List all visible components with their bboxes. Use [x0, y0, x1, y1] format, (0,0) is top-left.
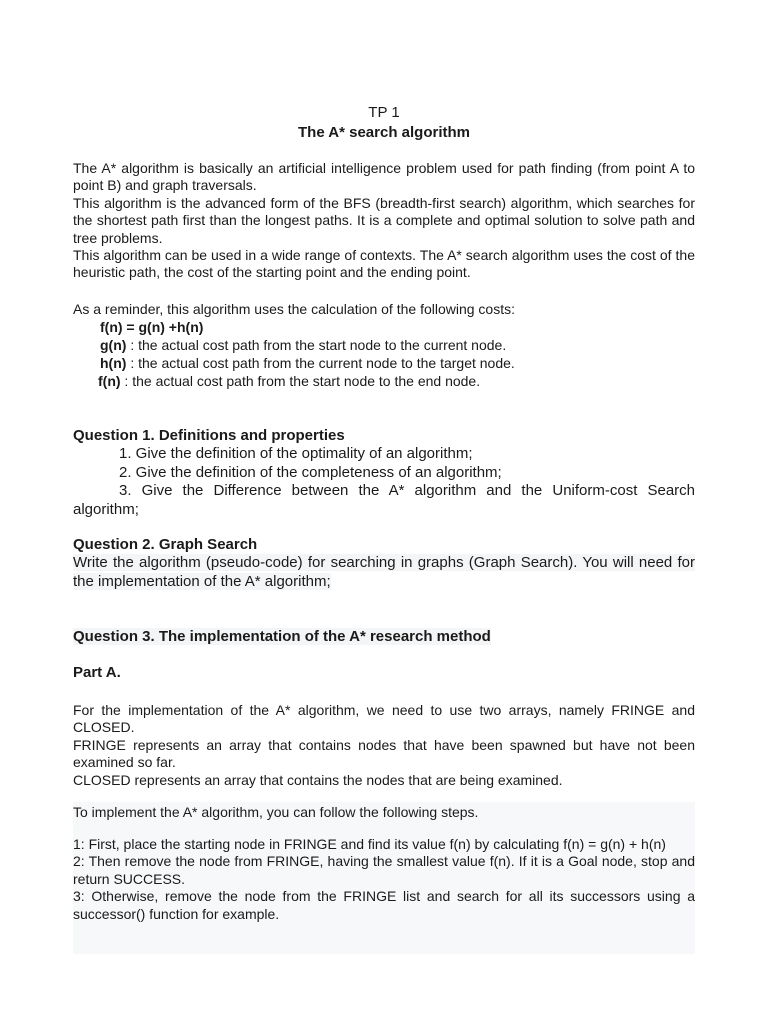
reminder-section: [73, 301, 695, 390]
intro-paragraph-1: The A* algorithm is basically an artificial intelligence problem used for path finding (from point A to point B) and graph traversals.: [73, 160, 695, 194]
part-a-heading-wrap: [73, 664, 695, 682]
intro-paragraph-3: This algorithm can be used in a wide range of contexts. The A* search algorithm uses the cost of the heuristic path, the cost of the starting point and the ending point.: [73, 247, 695, 281]
document-page: [73, 0, 695, 1024]
steps-list: [73, 836, 695, 923]
step-2: 2: Then remove the node from FRINGE, having the smallest value f(n). If it is a Goal node, stop and return SUCCESS.: [73, 853, 695, 887]
part-a-paragraph-2: FRINGE represents an array that contains nodes that have been spawned but have not been examined so far.: [73, 736, 695, 771]
definition-g-text: : the actual cost path from the start node to the current node.: [126, 337, 507, 354]
part-a-heading: Part A.: [73, 664, 121, 681]
intro-paragraph-2: This algorithm is the advanced form of the BFS (breadth-first search) algorithm, which searches for the shortest path first than the longest paths. It is a complete and optimal solution to solve path and tree problems.: [73, 194, 695, 246]
question-2-section: [73, 536, 695, 591]
question-1-item-1: 1. Give the definition of the optimality of an algorithm;: [119, 445, 473, 462]
question-3-heading: [73, 628, 695, 646]
question-3-section: [73, 628, 695, 646]
definition-h-term: h(n): [100, 355, 127, 372]
question-2-text-highlight: Write the algorithm (pseudo-code) for searching in graphs (Graph Search). You will need for the implementation of the A* algorithm;: [73, 554, 695, 590]
definition-f: [73, 372, 695, 390]
step-1: 1: First, place the starting node in FRINGE and find its value f(n) by calculating f(n) = g(n) + h(n): [73, 836, 666, 852]
question-2-text: [73, 554, 695, 591]
doc-title-line1: TP 1: [368, 104, 400, 121]
definition-f-text: : the actual cost path from the start node to the end node.: [120, 373, 481, 390]
steps-intro-wrap: [73, 804, 695, 821]
step-3: 3: Otherwise, remove the node from the FRINGE list and search for all its successors using a successor() function for example.: [73, 888, 695, 922]
definition-g: [73, 336, 695, 354]
steps-intro: To implement the A* algorithm, you can follow the following steps.: [73, 804, 479, 820]
part-a-paragraph-1: For the implementation of the A* algorithm, we need to use two arrays, namely FRINGE and CLOSED.: [73, 702, 695, 736]
question-3-heading-text: Question 3. The implementation of the A* research method: [73, 628, 491, 645]
definition-g-term: g(n): [100, 337, 127, 354]
part-a-paragraph-3: CLOSED represents an array that contains the nodes that are being examined.: [73, 771, 563, 788]
question-1-item-2: 2. Give the definition of the completeness of an algorithm;: [119, 463, 502, 481]
definition-f-term: f(n): [98, 373, 121, 390]
formula: [73, 318, 695, 336]
question-1-section: [73, 427, 695, 519]
part-a-body: [73, 702, 695, 789]
question-1-item-3: 3. Give the Difference between the A* algorithm and the Uniform-cost Search algorithm;: [73, 482, 695, 518]
intro-section: [73, 160, 695, 282]
definition-h-text: : the actual cost path from the current node to the target node.: [126, 355, 515, 372]
question-2-heading: Question 2. Graph Search: [73, 536, 258, 553]
reminder-lead: As a reminder, this algorithm uses the calculation of the following costs:: [73, 301, 515, 317]
definition-h: [73, 354, 695, 372]
doc-title-line2: The A* search algorithm: [298, 124, 470, 141]
question-1-heading: Question 1. Definitions and properties: [73, 427, 345, 444]
formula-text: f(n) = g(n) +h(n): [100, 319, 204, 336]
